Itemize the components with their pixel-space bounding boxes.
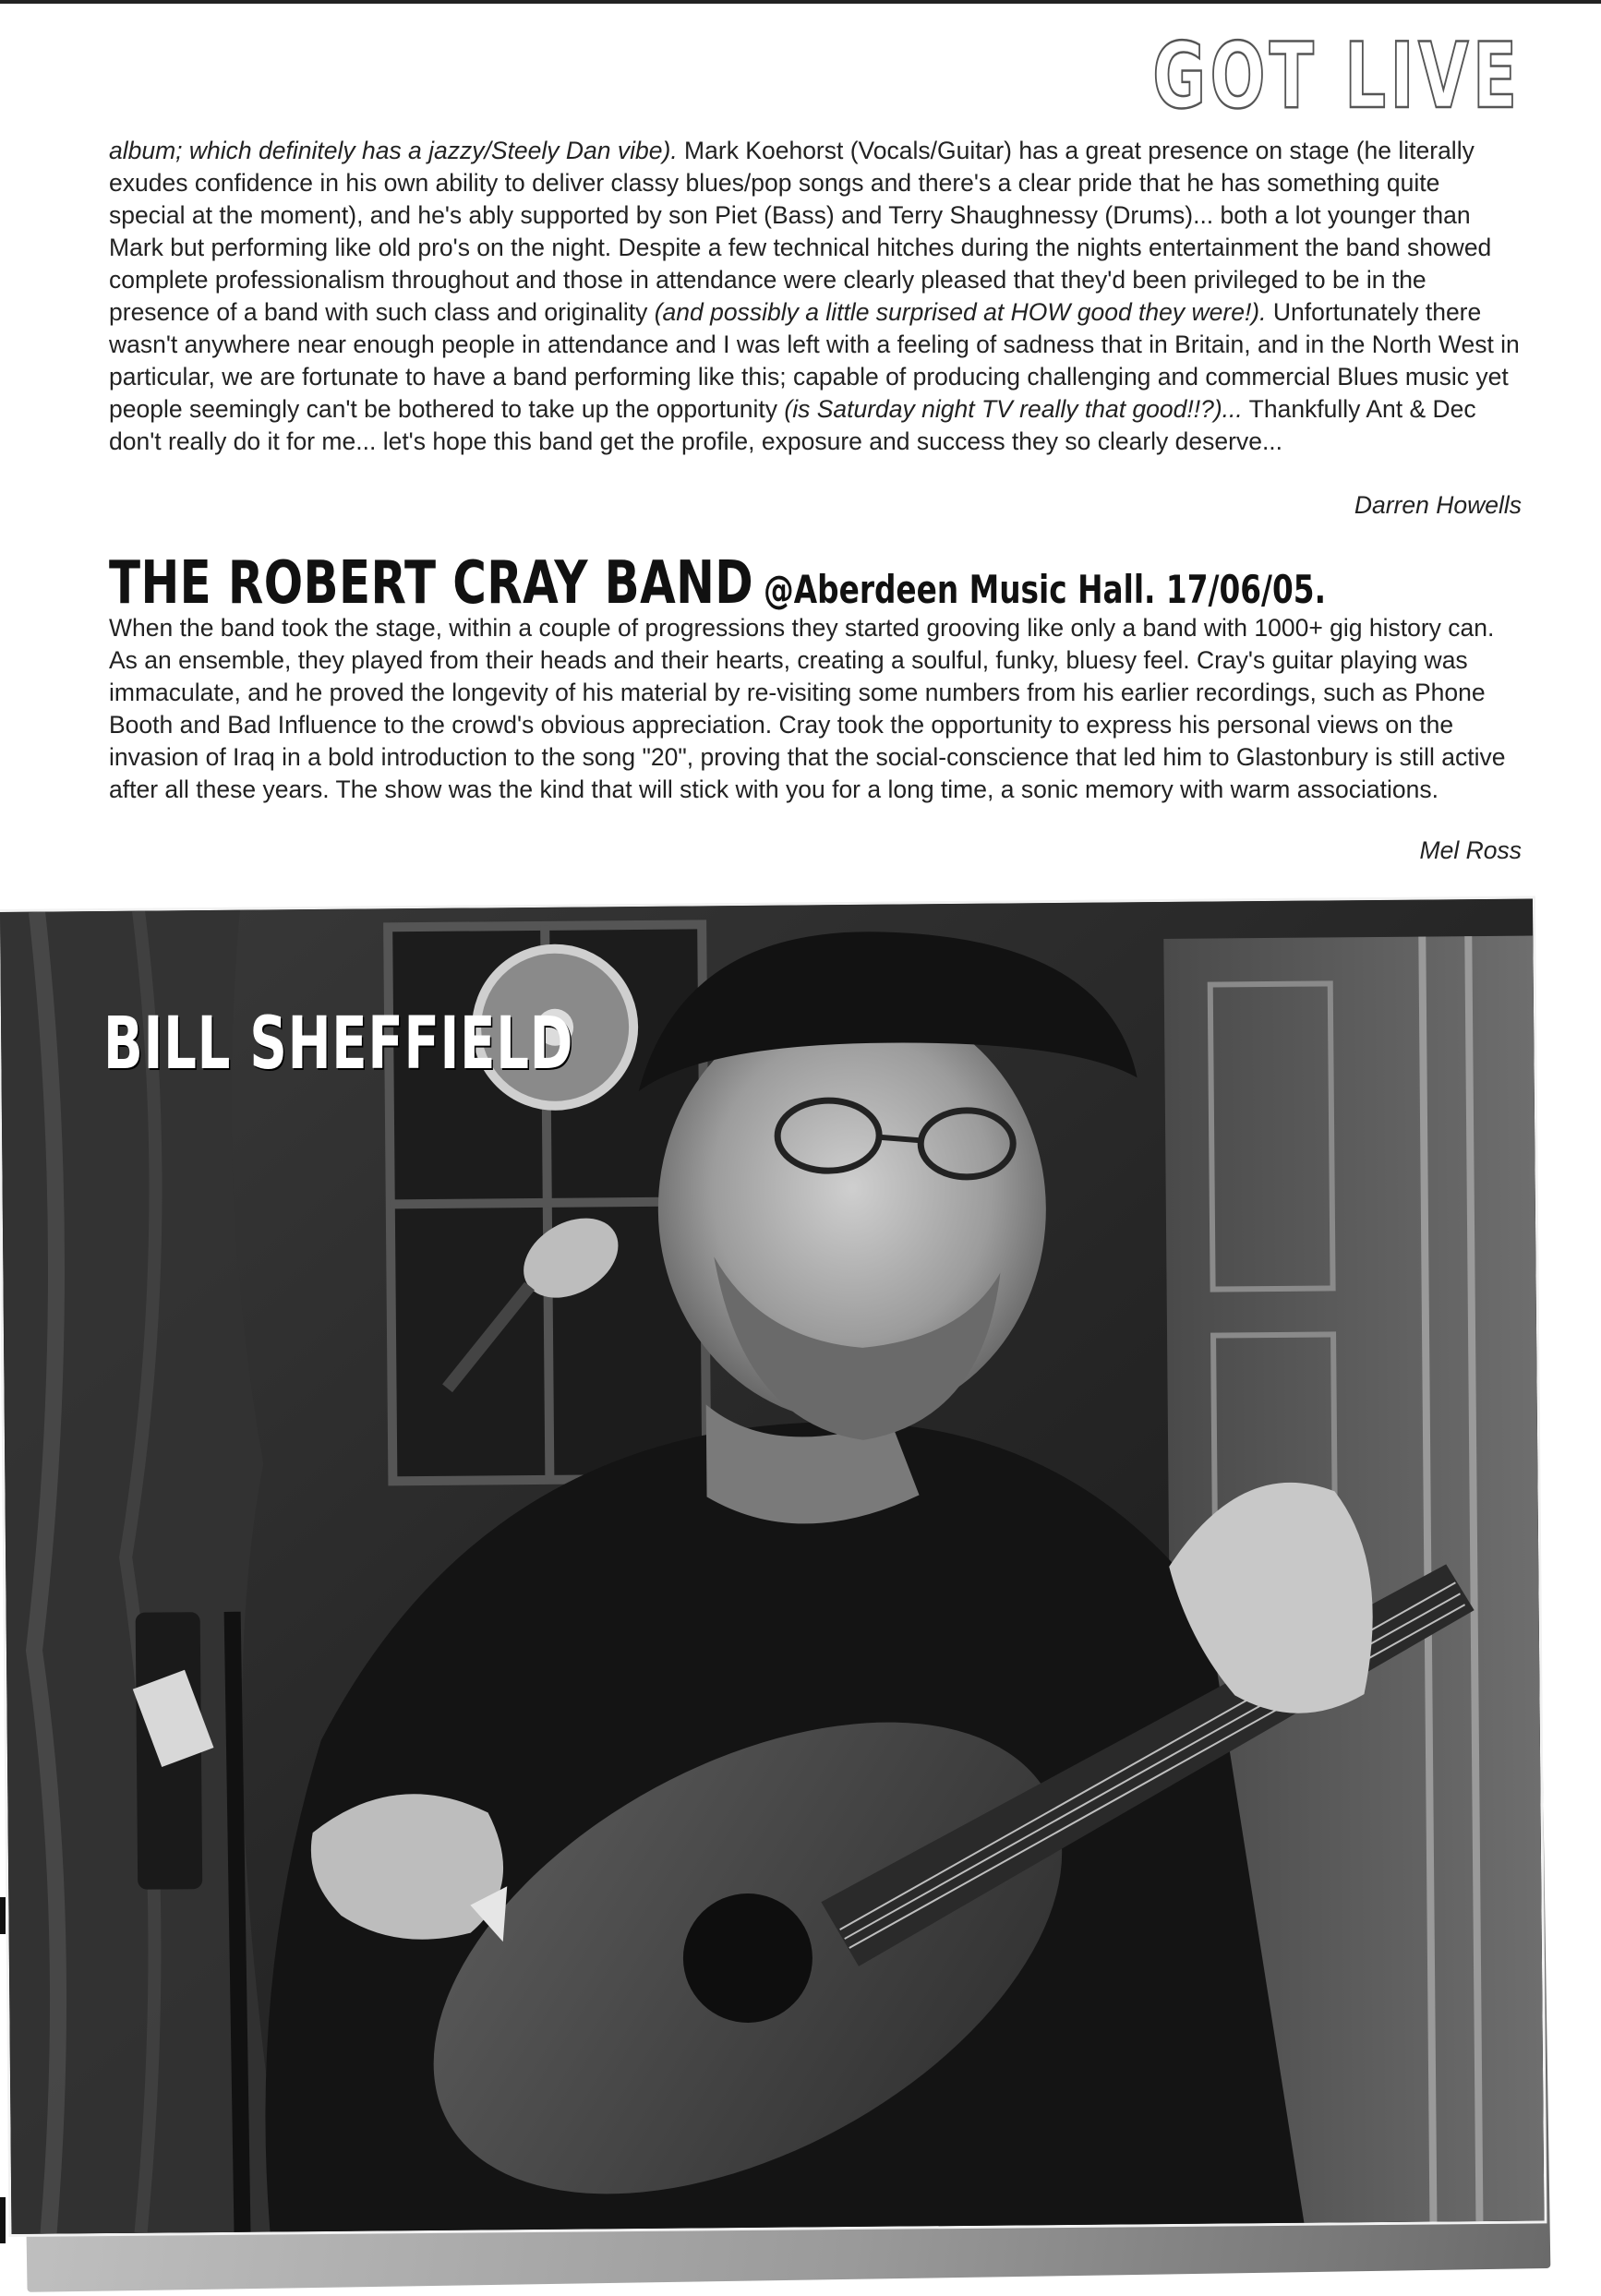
photo-illustration [0, 899, 1544, 2234]
review-paragraph-1: album; which definitely has a jazzy/Steely Dan vibe). Mark Koehorst (Vocals/Guitar) has a great presence on stage (he literally exudes confidence in his own ability to deliver classy blues/pop songs and there's a clear pride that he has something quite special at the moment), and he's ably supported by son Piet (Bass) and Terry Shaughnessy (Drums)... both a lot younger than Mark but performing like old pro's on the night. Despite a few technical hitches during the nights entertainment the band showed complete professionalism throughout and those in attendance were clearly pleased that they'd been privileged to be in the presence of a band with such class and originality (and possibly a little surprised at HOW good they were!). Unfortunately there wasn't anywhere near enough people in attendance and I was left with a feeling of sadness that in Britain, and in the North West in particular, we are fortunate to have a band performing like this; capable of producing challenging and commercial Blues music yet people seemingly can't be bothered to take up the opportunity (is Saturday night TV really that good!!?)... Thankfully Ant & Dec don't really do it for me... let's hope this band get the profile, exposure and success they so clearly deserve... [109, 137, 1520, 455]
band-name: THE ROBERT CRAY BAND [109, 549, 754, 618]
review-byline-2: Mel Ross [1419, 836, 1522, 864]
review-headline [109, 549, 1327, 618]
review-paragraph-2: When the band took the stage, within a couple of progressions they started grooving like only a band with 1000+ gig history can. As an ensemble, they played from their heads and their hearts, creating a soulful, funky, bluesy feel. Cray's guitar playing was immaculate, and he proved the longevity of his material by re-visiting some numbers from his earlier recordings, such as Phone Booth and Bad Influence to the crowd's obvious appreciation. Cray took the opportunity to express his personal views on the invasion of Iraq in a bold introduction to the song "20", proving that the social-conscience that led him to Glastonbury is still active after all these years. The show was the kind that will stick with you for a long time, a sonic memory with warm associations. [109, 614, 1506, 803]
left-edge-mark [0, 1897, 6, 1934]
photo-title: BILL SHEFFIELD [103, 1003, 574, 1086]
performer-photo [0, 899, 1544, 2234]
review-byline-1: Darren Howells [1354, 491, 1522, 519]
top-rule [0, 0, 1601, 4]
section-tag: GOT LIVE [1151, 24, 1521, 129]
venue-date: @Aberdeen Music Hall. 17/06/05. [764, 567, 1327, 612]
left-edge-mark [0, 2197, 6, 2243]
